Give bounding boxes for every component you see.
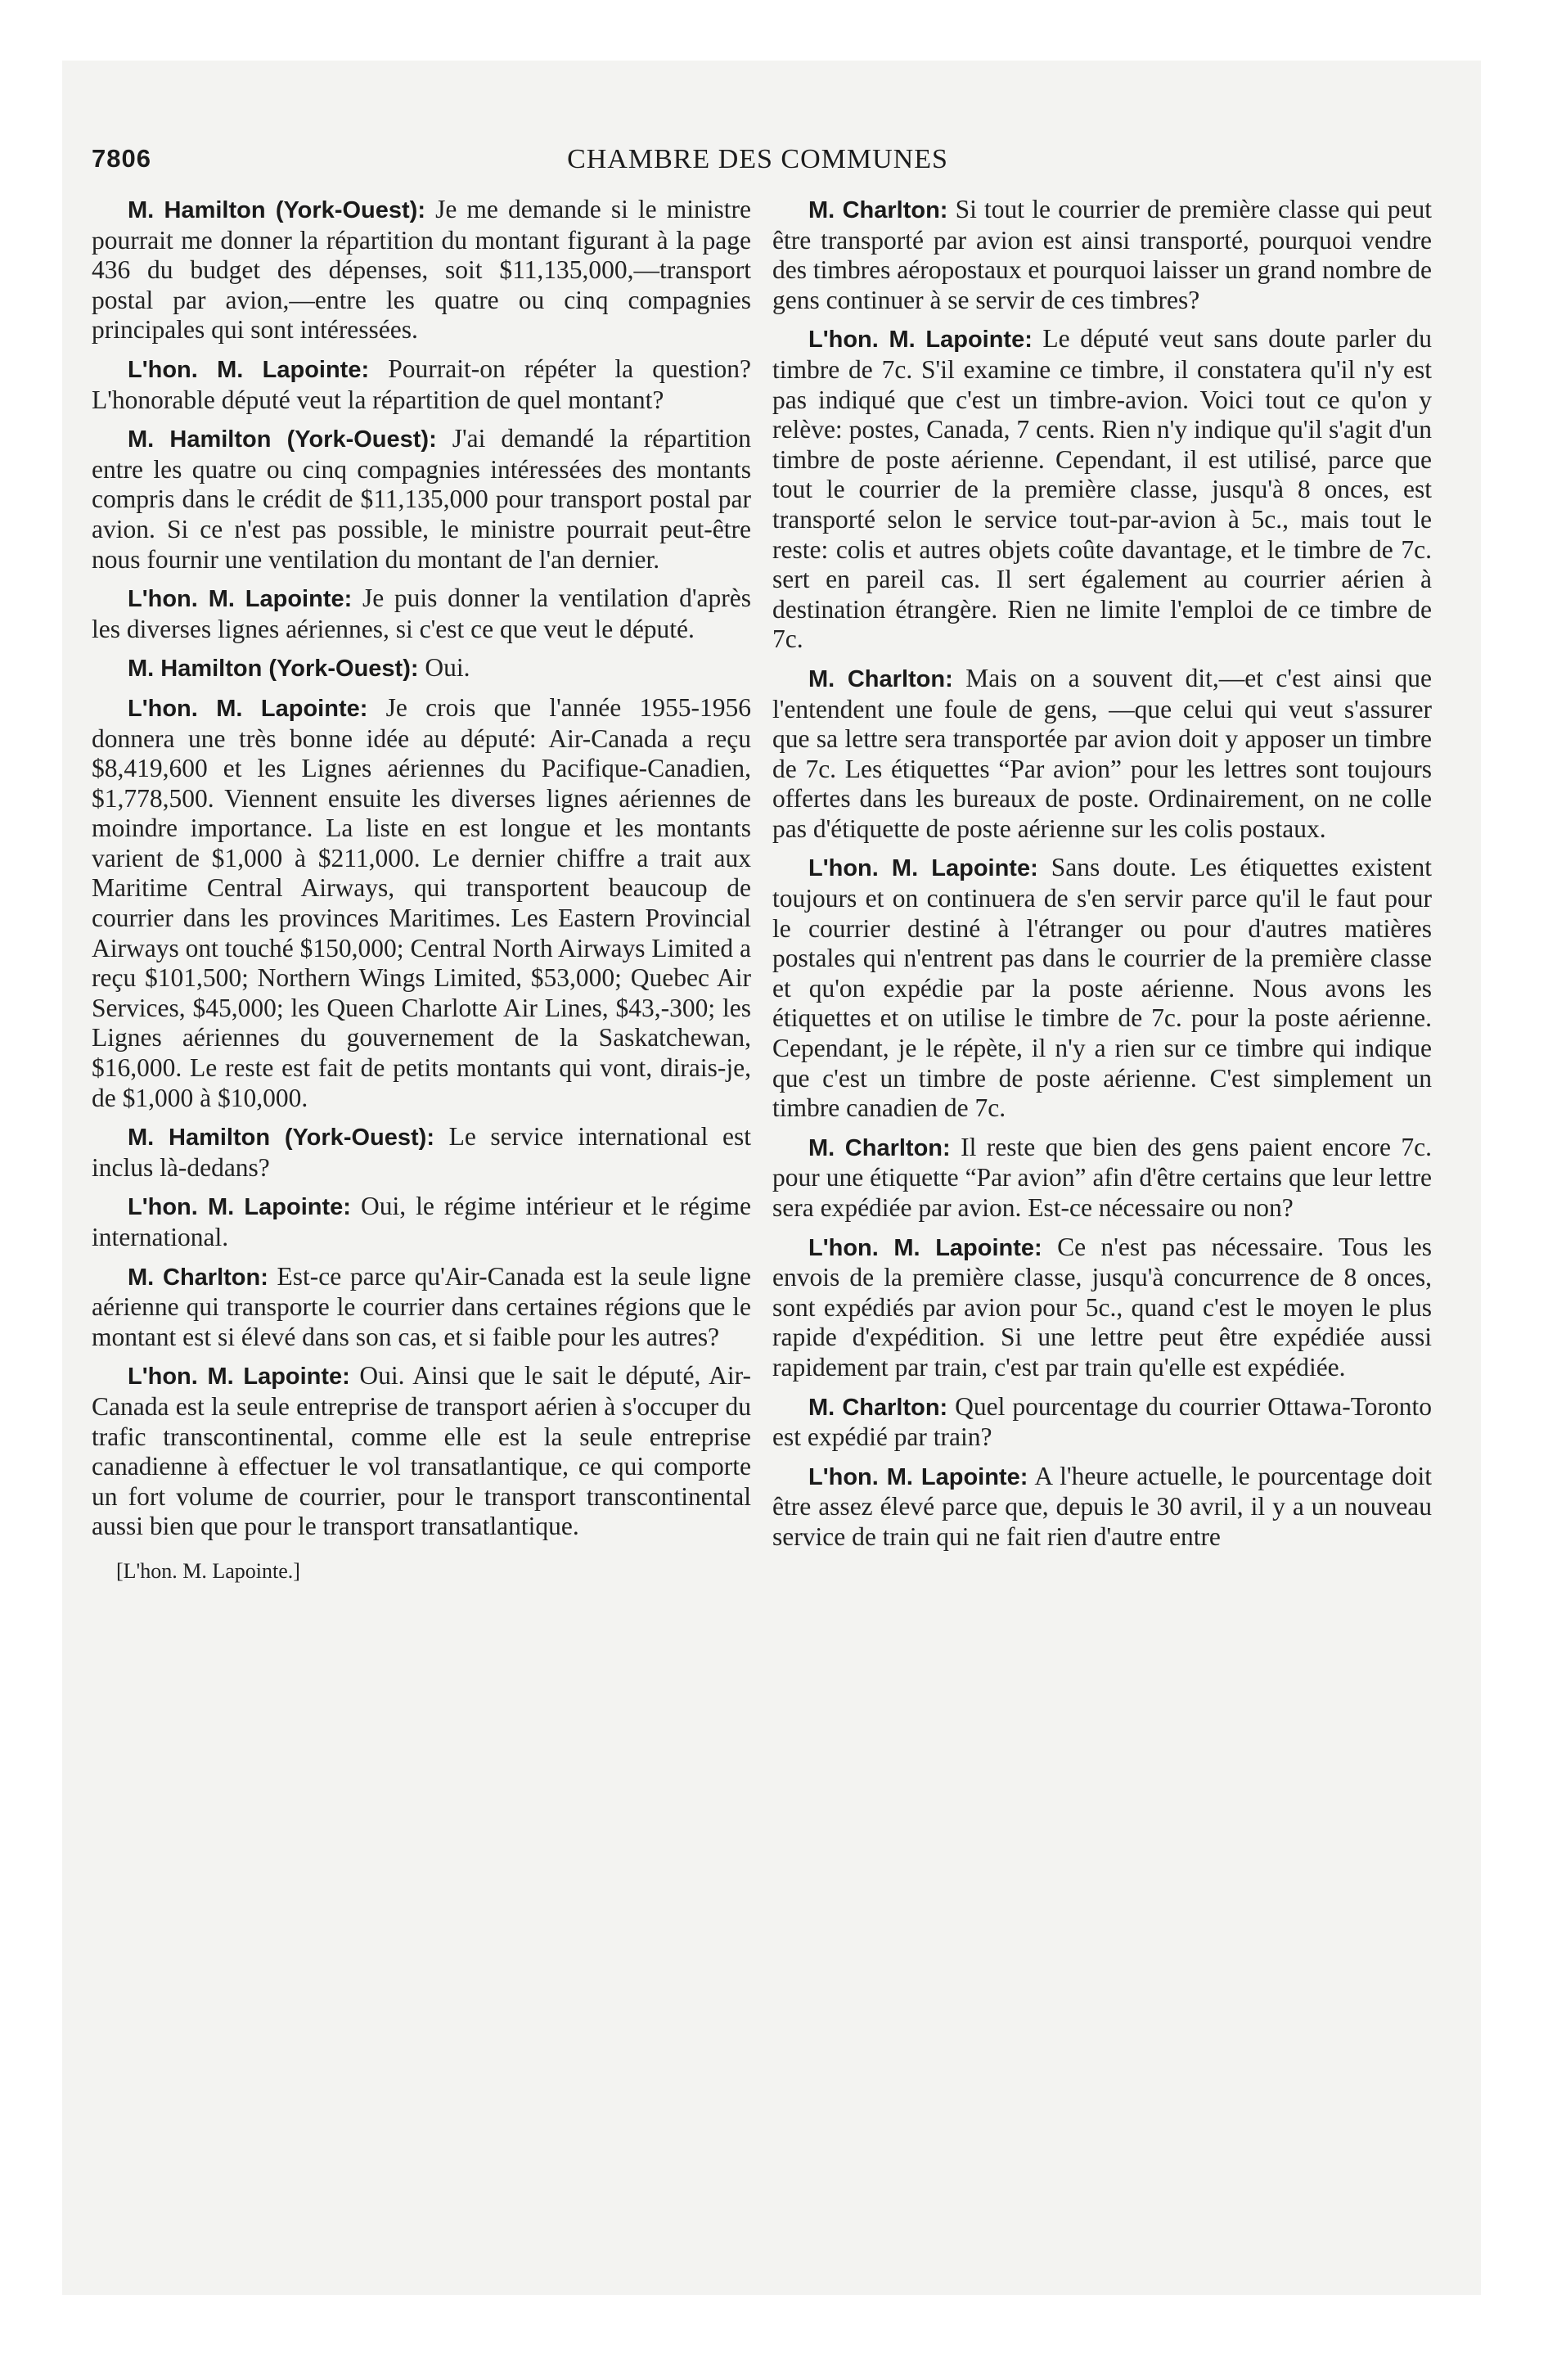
paragraph-text: Sans doute. Les étiquettes existent toujours et on continuera de s'en servir parce qu'il le faut pour le courrier destiné à l'étranger ou pour d'autres matières postales qui n'entrent pas dans le courrier de la première classe et qu'on expédie par la poste aérienne. Nous avons les étiquettes et on utilise le timbre de 7c. pour la poste aérienne. Cependant, je le répète, il n'y a rien sur ce timbre qui indique que c'est un timbre de poste aérienne. C'est simplement un timbre canadien de 7c. [772, 853, 1433, 1123]
speaker-name: M. Charlton: [808, 1394, 948, 1421]
paragraph [772, 853, 1432, 1123]
paragraph-text: Si tout le courrier de première classe qui peut être transporté par avion est ainsi transporté, pourquoi vendre des timbres aéropostaux et pourquoi laisser un grand nombre de gens continuer à se servir de ces timbres? [772, 195, 1432, 314]
running-head-title: CHAMBRE DES COMMUNES [567, 144, 948, 174]
paragraph [92, 1262, 751, 1353]
paragraph-text: J'ai demandé la répartition entre les quatre ou cinq compagnies intéressées des montants compris dans le crédit de $11,135,000 pour transport postal par avion. Si ce n'est pas possible, le ministre pourrait peut-être nous fournir une ventilation du montant de l'an dernier. [92, 424, 752, 574]
paragraph-text: Je crois que l'année 1955-1956 donnera une très bonne idée au député: Air-Canada a reçu $8,419,600 et les Lignes aériennes du Pacifique-Canadien, $1,778,500. Viennent ensuite les diverses lignes aériennes de moindre importance. La liste en est longue et les montants varient de $1,000 à $211,000. Le dernier chiffre a trait aux Maritime Central Airways, qui transportent beaucoup de courrier dans les provinces Maritimes. Les Eastern Provincial Airways ont touché $150,000; Central North Airways Limited a reçu $101,500; Northern Wings Limited, $53,000; Quebec Air Services, $45,000; les Queen Charlotte Air Lines, $43,-300; les Lignes aériennes du gouvernement de la Saskatchewan, $16,000. Le reste est fait de petits montants qui vont, dirais-je, de $1,000 à $10,000. [92, 692, 751, 1112]
speaker-name: L'hon. M. Lapointe: [128, 695, 368, 722]
paragraph [772, 1392, 1432, 1453]
paragraph-text: Oui. Ainsi que le sait le député, Air-Canada est la seule entreprise de transport aérien à s'occuper du trafic transcontinental, comme elle est la seule entreprise canadienne à effectuer le vol transatlantique, ce qui comporte un fort volume de courrier, pour le transport transcontinental aussi bien que pour le transport transatlantique. [92, 1361, 751, 1541]
paragraph [92, 424, 751, 575]
speaker-attribution: [L'hon. M. Lapointe.] [116, 1558, 300, 1583]
speaker-name: M. Hamilton (York-Ouest): [128, 197, 425, 223]
speaker-name: L'hon. M. Lapointe: [128, 1364, 350, 1391]
speaker-name: L'hon. M. Lapointe: [808, 855, 1038, 882]
paragraph-text: Je puis donner la ventilation d'après les diverses lignes aériennes, si c'est ce que veut le député. [92, 584, 752, 643]
paragraph [92, 354, 751, 415]
speaker-name: L'hon. M. Lapointe: [808, 1463, 1028, 1490]
speaker-name: M. Hamilton (York-Ouest): [128, 656, 419, 683]
paragraph-text: Mais on a souvent dit,—et c'est ainsi que l'entendent une foule de gens, —que celui qui veut s'assurer que sa lettre sera transportée par avion doit y apposer un timbre de 7c. Les étiquettes “Par avion” pour les lettres sont toujours offertes dans les bureaux de poste. Ordinairement, on ne colle pas d'étiquette de poste aérienne sur les colis postaux. [772, 663, 1432, 843]
right-column [772, 195, 1432, 1562]
speaker-name: L'hon. M. Lapointe: [128, 1194, 351, 1221]
paragraph [92, 653, 751, 684]
paragraph-text: Pourrait-on répéter la question? L'honorable député veut la répartition de quel montant? [92, 354, 752, 414]
paragraph [772, 664, 1432, 845]
paragraph [772, 1462, 1432, 1553]
left-column [92, 195, 751, 1587]
paragraph-text: Je me demande si le ministre pourrait me donner la répartition du montant figurant à la page 436 du budget des dépenses, soit $11,135,000,—transport postal par avion,—entre les quatre ou cinq compagnies principales qui sont intéressées. [92, 195, 751, 345]
paragraph [92, 1122, 751, 1183]
paragraph-text: Le service international est inclus là-dedans? [92, 1122, 751, 1182]
paragraph [772, 324, 1432, 655]
paragraph [772, 195, 1432, 315]
speaker-name: M. Charlton: [808, 1134, 951, 1161]
speaker-name: L'hon. M. Lapointe: [808, 1234, 1042, 1261]
paragraph [92, 584, 751, 644]
page-header [92, 144, 1424, 182]
paragraph [92, 195, 751, 345]
paragraph-text: Il reste que bien des gens paient encore 7c. pour une étiquette “Par avion” afin d'être certains que leur lettre sera expédiée par avion. Est-ce nécessaire ou non? [772, 1132, 1432, 1222]
paragraph [92, 1192, 751, 1252]
paragraph [772, 1133, 1432, 1224]
speaker-name: L'hon. M. Lapointe: [128, 356, 370, 383]
page-number: 7806 [92, 144, 151, 173]
paragraph [92, 1361, 751, 1542]
paragraph-text: Oui, le régime intérieur et le régime international. [92, 1192, 752, 1251]
paragraph-text: A l'heure actuelle, le pourcentage doit être assez élevé parce que, depuis le 30 avril, il y a un nouveau service de train qui ne fait rien d'autre entre [772, 1461, 1432, 1551]
paragraph-text: Le député veut sans doute parler du timbre de 7c. S'il examine ce timbre, il constatera qu'il n'y est pas indiqué que c'est un timbre-avion. Voici tout ce qu'on y relève: postes, Canada, 7 cents. Rien n'y indique qu'il s'agit d'un timbre de poste aérienne. Cependant, il est utilisé, parce que tout le courrier de la première classe, jusqu'à 8 onces, est transporté selon le service tout-par-avion à 5c., mais tout le reste: colis et autres objets coûte davantage, et le timbre de 7c. sert en pareil cas. Il sert également au courrier aérien à destination étrangère. Rien ne limite l'emploi de ce timbre de 7c. [772, 324, 1433, 654]
speaker-name: M. Hamilton (York-Ouest): [128, 1125, 434, 1152]
paragraph-text: Oui. [425, 653, 470, 683]
paragraph-text: Quel pourcentage du courrier Ottawa-Toronto est expédié par train? [772, 1391, 1432, 1452]
speaker-name: L'hon. M. Lapointe: [128, 586, 353, 613]
speaker-name: M. Hamilton (York-Ouest): [128, 426, 437, 453]
paragraph-text: Est-ce parce qu'Air-Canada est la seule ligne aérienne qui transporte le courrier dans certaines régions que le montant est si élevé dans son cas, et si faible pour les autres? [92, 1261, 751, 1351]
speaker-name: M. Charlton: [128, 1264, 268, 1291]
paragraph [92, 693, 751, 1113]
speaker-name: L'hon. M. Lapointe: [808, 327, 1033, 354]
speaker-name: M. Charlton: [808, 197, 948, 223]
paragraph-text: Ce n'est pas nécessaire. Tous les envois de la première classe, jusqu'à concurrence de 8 onces, sont expédiés par avion pour 5c., quand c'est le moyen le plus rapide d'expédition. Si une lettre peut être expédiée aussi rapidement par train, c'est par train qu'elle est expédiée. [772, 1232, 1433, 1382]
paragraph [772, 1233, 1432, 1383]
speaker-name: M. Charlton: [808, 665, 953, 692]
